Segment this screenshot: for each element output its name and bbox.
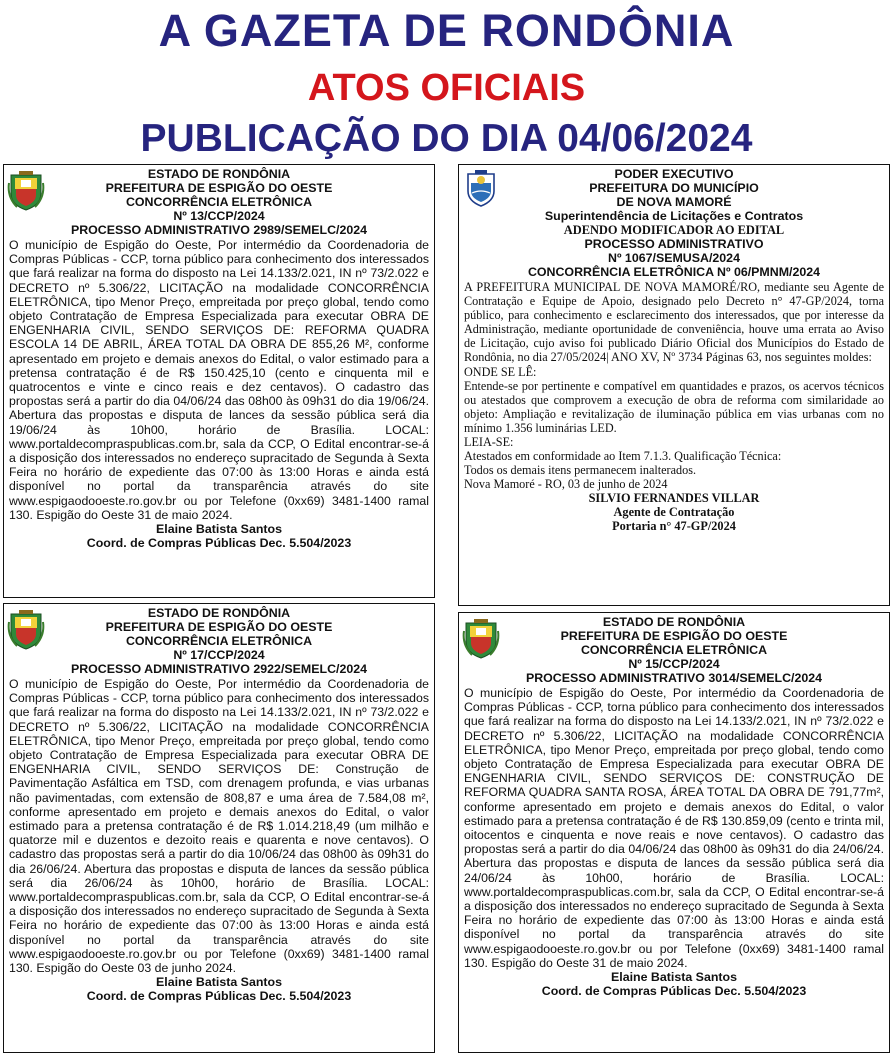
notice-header-process: PROCESSO ADMINISTRATIVO bbox=[584, 237, 764, 251]
notice-header-process: PROCESSO ADMINISTRATIVO 2922/SEMELC/2024 bbox=[70, 662, 368, 676]
notice-header-modality: CONCORRÊNCIA ELETRÔNICA bbox=[580, 643, 768, 657]
notice-label-where-reads: ONDE SE LÊ: bbox=[464, 364, 537, 379]
masthead-title: A GAZETA DE RONDÔNIA bbox=[158, 5, 735, 56]
notice-header-state: ESTADO DE RONDÔNIA bbox=[147, 167, 291, 181]
signature-name: SILVIO FERNANDES VILLAR bbox=[588, 491, 760, 506]
notice-header-number: Nº 15/CCP/2024 bbox=[628, 657, 720, 671]
notice-place-date: Nova Mamoré - RO, 03 de junho de 2024 bbox=[464, 477, 668, 492]
notice-header-process: PROCESSO ADMINISTRATIVO 2989/SEMELC/2024 bbox=[70, 223, 368, 237]
espigao-coat-of-arms-icon bbox=[462, 617, 500, 659]
masthead-date: PUBLICAÇÃO DO DIA 04/06/2024 bbox=[140, 117, 753, 160]
espigao-coat-of-arms-icon bbox=[7, 608, 45, 650]
notice-header-state: ESTADO DE RONDÔNIA bbox=[147, 606, 291, 620]
signature-role: Coord. de Compras Públicas Dec. 5.504/2023 bbox=[541, 984, 807, 999]
notice-header-addendum: ADENDO MODIFICADOR AO EDITAL bbox=[563, 223, 785, 237]
notice-espigao-17 bbox=[3, 603, 435, 1053]
signature-role: Coord. de Compras Públicas Dec. 5.504/2023 bbox=[86, 536, 352, 551]
notice-header-department: Superintendência de Licitações e Contratos bbox=[544, 209, 804, 223]
notice-header-number: Nº 17/CCP/2024 bbox=[173, 648, 265, 662]
notice-body-intro: A PREFEITURA MUNICIPAL DE NOVA MAMORÉ/RO, mediante seu Agente de Contratação e Equipe de Apoio, designado pelo Decreto n° 47-GP/2024, torna público, para conhecimento e esclarecimento dos interessados, que por interesse da Administração, mediante oportunidade de conveniência, houve uma errata ao Aviso de Licitação, cujo aviso foi publicado Diário Oficial dos Municípios do Estado de Rondônia, no dia 27/05/2024| ANO XV, Nº 3734 Páginas 63, nos seguintes moldes: bbox=[464, 280, 884, 365]
notice-body-new-text: Atestados em conformidade ao Item 7.1.3. Qualificação Técnica: bbox=[464, 449, 782, 464]
espigao-coat-of-arms-icon bbox=[7, 169, 45, 211]
notice-body-old-text: Entende-se por pertinente e compatível em quantidades e prazos, os acervos técnicos ou atestados que comprovem a execução de obra de reforma com similaridade ao objeto: Ampliação e revitalização de iluminação pública em vias urbanas com no mínimo 1.356 luminárias LED. bbox=[464, 378, 884, 435]
signature-name: Elaine Batista Santos bbox=[155, 975, 282, 990]
notice-header-number: Nº 13/CCP/2024 bbox=[173, 209, 265, 223]
notice-body: O município de Espigão do Oeste, Por intermédio da Coordenadoria de Compras Públicas - CCP, torna público para conhecimento dos interessados que fará realizar na forma do disposto na Lei 14.133/2.021, IN nº 73/2.022 e DECRETO nº 5.306/22, LICITAÇÃO na modalidade CONCORRÊNCIA ELETRÔNICA, tipo Menor Preço, empreitada por preço global, tendo como objeto Contratação de Empresa Especializada para executar OBRA DE ENGENHARIA CIVIL, SENDO SERVIÇOS DE: CONSTRUÇÃO DE REFORMA QUADRA SANTA ROSA, ÁREA TOTAL DA OBRA DE 791,77m², conforme apresentado em projeto e demais anexos do Edital, o valor estimado para a pretensa contratação é de R$ 130.859,09 (cento e trinta mil, oitocentos e cinquenta e nove reais e nove centavos). O cadastro das propostas será a partir do dia 04/06/24 das 08h00 às 09h31 do dia 24/06/24. Abertura das propostas e disputa de lances da sessão pública será dia 24/06/24 às 10h00, horário de Brasília. LOCAL: www.portaldecompraspublicas.com.br, sala da CCP, O Edital encontrar-se-á a disposição dos interessados no endereço supracitado de Segunda à Sexta Feira no horário de expediente das 07:00 às 13:00 Horas e ainda está disponível no portal da transparência através do site www.espigaodooeste.ro.gov.br ou por Telefone (0xx69) 3481-1400 ramal 130. Espigão do Oeste 31 de maio 2024. bbox=[464, 686, 884, 970]
notice-header-prefecture: PREFEITURA DE ESPIGÃO DO OESTE bbox=[105, 181, 333, 195]
notice-header-power: PODER EXECUTIVO bbox=[614, 167, 734, 181]
notice-header-process: PROCESSO ADMINISTRATIVO 3014/SEMELC/2024 bbox=[525, 671, 823, 685]
signature-name: Elaine Batista Santos bbox=[610, 970, 737, 985]
notice-espigao-13 bbox=[3, 164, 435, 598]
notice-header-modality: CONCORRÊNCIA ELETRÔNICA bbox=[125, 634, 313, 648]
signature-role: Coord. de Compras Públicas Dec. 5.504/2023 bbox=[86, 989, 352, 1004]
nova-mamore-coat-of-arms-icon bbox=[465, 169, 497, 207]
notice-body: O município de Espigão do Oeste, Por intermédio da Coordenadoria de Compras Públicas - CCP, torna público para conhecimento dos interessados que fará realizar na forma do disposto na Lei 14.133/2.021, IN nº 73/2.022 e DECRETO nº 5.306/22, LICITAÇÃO na modalidade CONCORRÊNCIA ELETRÔNICA, tipo Menor Preço, empreitada por preço global, tendo como objeto Contratação de Empresa Especializada para executar OBRA DE ENGENHARIA CIVIL, SENDO SERVIÇOS DE: REFORMA QUADRA ESCOLA 14 DE ABRIL, ÁREA TOTAL DA OBRA DE 855,26 M², conforme apresentado em projeto e demais anexos do Edital, o valor estimado para a pretensa contratação é de R$ 150.425,10 (cento e cinquenta mil e quatrocentos e vinte e cinco reais e dez centavos). O cadastro das propostas será a partir do dia 04/06/24 das 08h00 às 09h31 do dia 19/06/24. Abertura das propostas e disputa de lances da sessão pública será dia 19/06/24 às 10h00, horário de Brasília. LOCAL: www.portaldecompraspublicas.com.br, sala da CCP, O Edital encontrar-se-á a disposição dos interessados no endereço supracitado de Segunda à Sexta Feira no horário de expediente das 07:00 às 13:00 Horas e ainda está disponível no portal da transparência através do site www.espigaodooeste.ro.gov.br ou por Telefone (0xx69) 3481-1400 ramal 130. Espigão do Oeste 31 de maio 2024. bbox=[9, 238, 429, 522]
masthead-subtitle: ATOS OFICIAIS bbox=[307, 67, 586, 109]
notice-nova-mamore bbox=[458, 164, 890, 606]
notice-header-process-number: Nº 1067/SEMUSA/2024 bbox=[608, 251, 740, 265]
notice-header-modality: CONCORRÊNCIA ELETRÔNICA bbox=[125, 195, 313, 209]
notice-header-competition: CONCORRÊNCIA ELETRÔNICA Nº 06/PMNM/2024 bbox=[527, 265, 821, 279]
notice-header-municipality: DE NOVA MAMORÉ bbox=[616, 195, 732, 209]
notice-label-read-as: LEIA-SE: bbox=[464, 435, 514, 450]
notice-header-prefecture: PREFEITURA DE ESPIGÃO DO OESTE bbox=[105, 620, 333, 634]
signature-name: Elaine Batista Santos bbox=[155, 522, 282, 537]
notice-header-state: ESTADO DE RONDÔNIA bbox=[602, 615, 746, 629]
notice-espigao-15 bbox=[458, 612, 890, 1053]
notice-header-prefecture: PREFEITURA DO MUNICÍPIO bbox=[589, 181, 759, 195]
notice-header-prefecture: PREFEITURA DE ESPIGÃO DO OESTE bbox=[560, 629, 788, 643]
notice-body: O município de Espigão do Oeste, Por intermédio da Coordenadoria de Compras Públicas - CCP, torna público para conhecimento dos interessados que fará realizar na forma do disposto na Lei 14.133/2.021, IN nº 73/2.022 e DECRETO nº 5.306/22, LICITAÇÃO na modalidade CONCORRÊNCIA ELETRÔNICA, tipo Menor Preço, empreitada por preço global, tendo como objeto Contratação de Empresa Especializada para executar OBRA DE ENGENHARIA CIVIL, SENDO SERVIÇOS DE: Construção de Pavimentação Asfáltica em TSD, com drenagem profunda, e vias urbanas não pavimentadas, com extensão de 808,87 e uma área de 7.584,08 m², conforme apresentado em projeto e demais anexos do Edital, o valor estimado para a pretensa contratação é de R$ 1.014.218,49 (um milhão e quatorze mil e duzentos e dezoito reais e quarenta e nove centavos). O cadastro das propostas será a partir do dia 10/06/24 das 08h00 às 09h31 do dia 26/06/24. Abertura das propostas e disputa de lances da sessão pública será dia 26/06/24 às 10h00, horário de Brasília. LOCAL: www.portaldecompraspublicas.com.br, sala da CCP, O Edital encontrar-se-á a disposição dos interessados no endereço supracitado de Segunda à Sexta Feira no horário de expediente das 07:00 às 13:00 Horas e ainda está disponível no portal da transparência através do site www.espigaodooeste.ro.gov.br ou por Telefone (0xx69) 3481-1400 ramal 130. Espigão do Oeste 03 de junho 2024. bbox=[9, 677, 429, 976]
signature-ordinance: Portaria n° 47-GP/2024 bbox=[612, 519, 736, 534]
notice-body-unchanged: Todos os demais itens permanecem inalterados. bbox=[464, 463, 696, 478]
signature-role: Agente de Contratação bbox=[613, 505, 735, 520]
